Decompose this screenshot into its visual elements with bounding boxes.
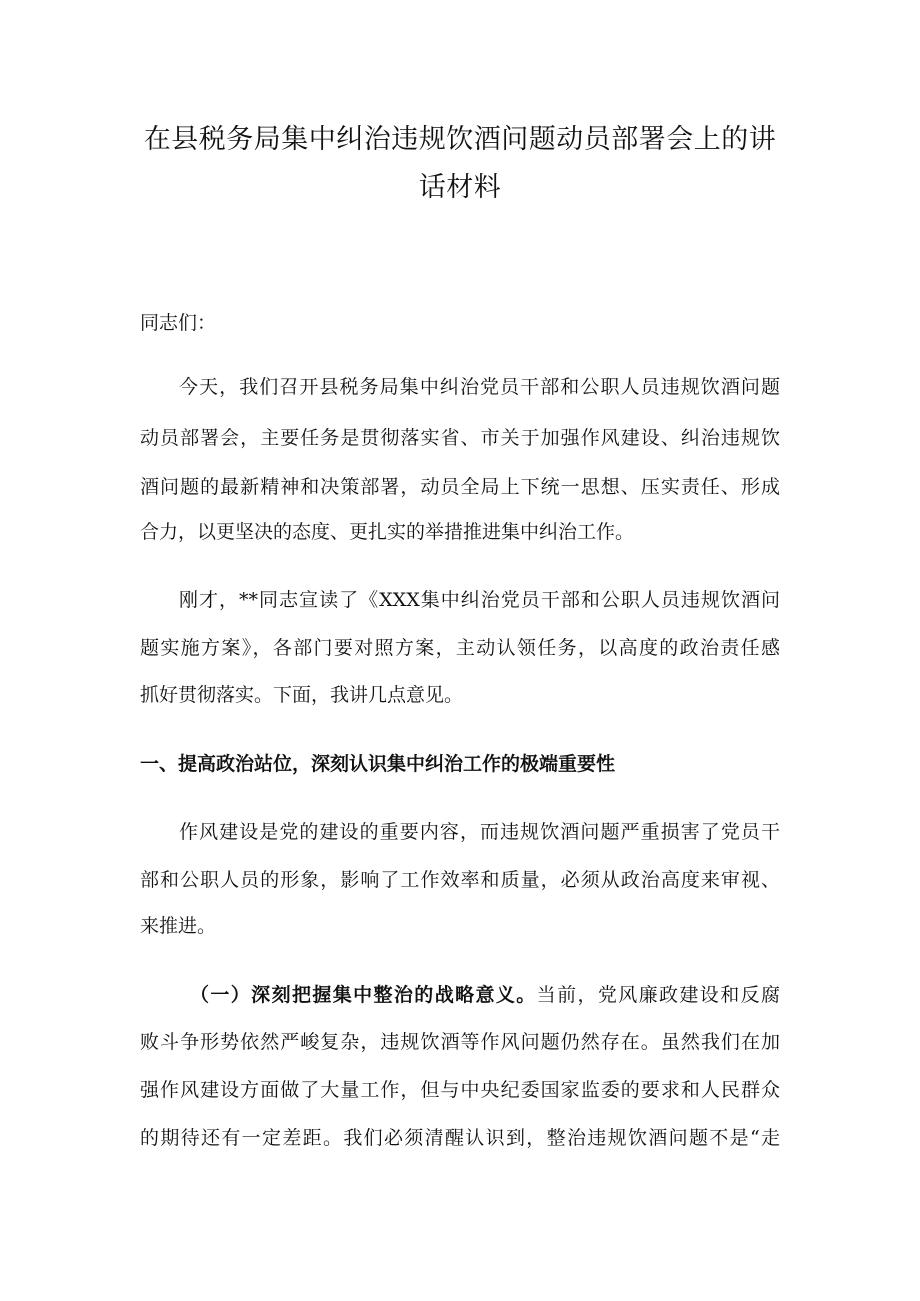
paragraph-3-line-2: 部和公职人员的形象，影响了工作效率和质量，必须从政治高度来审视、 [140,869,780,891]
paragraph-4-line-3: 强作风建设方面做了大量工作，但与中央纪委国家监委的要求和人民群众 [140,1079,780,1101]
paragraph-4-line-1-rest: 当前，党风廉政建设和反腐 [536,984,780,1006]
paragraph-4-line-2: 败斗争形势依然严峻复杂，违规饮酒等作风问题仍然存在。虽然我们在加 [140,1031,780,1053]
paragraph-1-line-1: 今天，我们召开县税务局集中纠治党员干部和公职人员违规饮酒问题 [179,376,780,398]
salutation: 同志们： [140,312,217,334]
paragraph-1-line-2: 动员部署会，主要任务是贯彻落实省、市关于加强作风建设、纠治违规饮 [140,427,780,449]
paragraph-3-line-3: 来推进。 [140,915,217,937]
paragraph-2-line-3: 抓好贯彻落实。下面，我讲几点意见。 [140,684,464,706]
section-heading-1: 一、提高政治站位，深刻认识集中纠治工作的极端重要性 [140,753,616,775]
paragraph-4-line-1 [190,983,780,1007]
title-line-1: 在县税务局集中纠治违规饮酒问题动员部署会上的讲 [143,124,777,155]
document-title [120,116,800,212]
paragraph-3-line-1: 作风建设是党的建设的重要内容，而违规饮酒问题严重损害了党员干 [179,821,780,843]
paragraph-2-line-1: 刚才，**同志宣读了《XXX集中纠治党员干部和公职人员违规饮酒问 [179,589,780,611]
subheading-1: （一）深刻把握集中整治的战略意义。 [190,984,537,1006]
paragraph-2-line-2: 题实施方案》，各部门要对照方案，主动认领任务，以高度的政治责任感 [140,637,780,659]
paragraph-1-line-4: 合力，以更坚决的态度、更扎实的举措推进集中纠治工作。 [140,521,635,543]
title-line-2: 话材料 [418,172,502,203]
paragraph-4-line-4: 的期待还有一定差距。我们必须清醒认识到，整治违规饮酒问题不是“走 [140,1127,780,1149]
paragraph-1-line-3: 酒问题的最新精神和决策部署，动员全局上下统一思想、压实责任、形成 [140,476,780,498]
